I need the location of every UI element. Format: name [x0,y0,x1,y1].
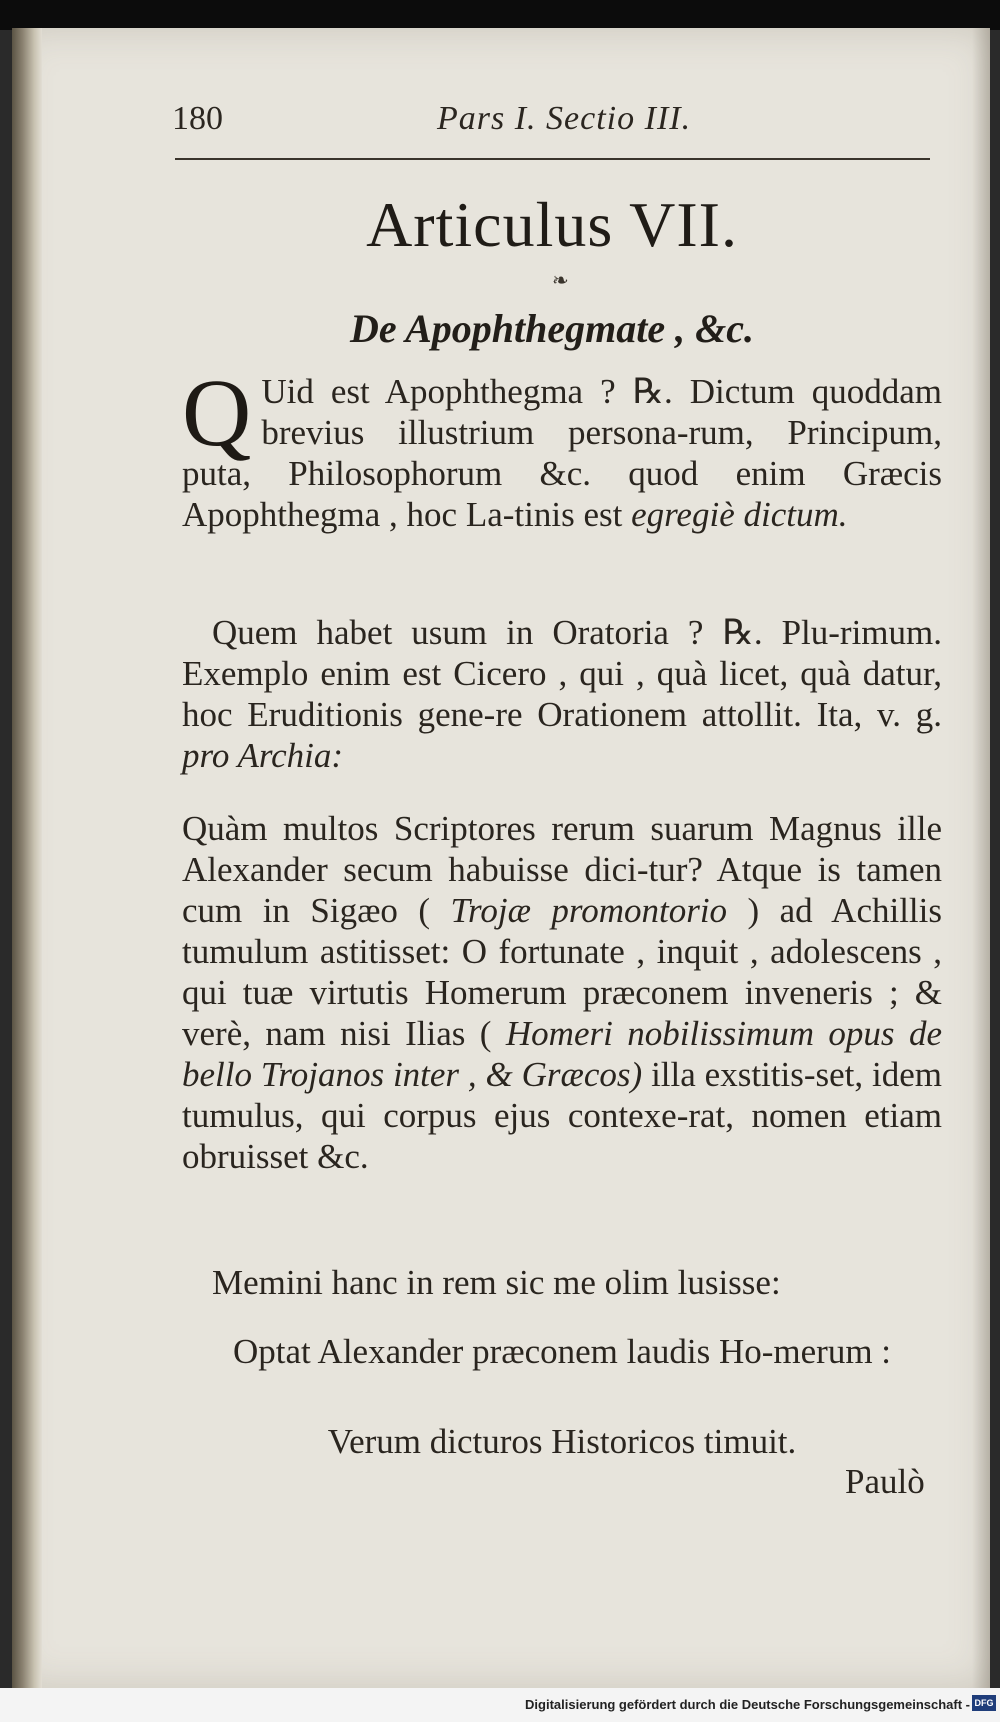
page-header [172,92,932,142]
quotation-italic-1: Trojæ promontorio [450,891,728,930]
paragraph-2-italic: pro Archia: [182,736,344,775]
quotation-text-b: ) ad Achillis tumulum astitisset: O fortunate , inquit , adolescens , qui tuæ virtutis Homerum præconem inveneris ; & verè, nam nisi Ilias ( [182,891,942,1053]
paragraph-3-quotation [182,808,942,1177]
paragraph-1-text: Uid est Apophthegma ? ℞. Dictum quoddam brevius illustrium persona-rum, Principum, puta, Philosophorum &c. quod enim Græcis Apophthegma , hoc La-tinis est [182,372,942,534]
verse-line-1: Optat Alexander præconem laudis Ho-merum : [232,1332,892,1371]
paragraph-4-text: Memini hanc in rem sic me olim lusisse: [212,1263,781,1302]
running-head: Pars I. Sectio III. [437,100,692,137]
scan-top-edge [0,0,1000,30]
paragraph-4 [182,1262,942,1303]
page-edge-shadow [972,28,990,1688]
quotation-italic-2: Homeri nobilissimum opus de bello Trojanos inter , & Græcos) [182,1014,942,1094]
page-number: 180 [172,100,223,137]
article-title: Articulus VII. [366,189,738,260]
verse-line-2: Verum dicturos Historicos timuit. [327,1422,797,1461]
paragraph-1 [182,359,942,535]
paragraph-2 [182,612,942,776]
quotation-text-a: Quàm multos Scriptores rerum suarum Magnus ille Alexander secum habuisse dici-tur? Atque is tamen cum in Sigæo ( [182,809,942,930]
drop-cap: Q [182,359,252,466]
digitization-credit: Digitalisierung gefördert durch die Deutsche Forschungsgemeinschaft - [525,1697,970,1712]
dfg-logo: DFG [972,1695,996,1711]
page-gutter [12,28,42,1688]
catchword: Paulò [845,1462,925,1501]
header-rule [175,158,930,160]
quotation-text-c: illa exstitis-set, idem tumulus, qui corpus ejus contexe-rat, nomen etiam obruisset &c. [182,1055,942,1176]
fleuron-ornament: ❧ [552,270,569,292]
paragraph-1-italic: egregiè dictum. [631,495,848,534]
paragraph-2-text: Quem habet usum in Oratoria ? ℞. Plu-rimum. Exemplo enim est Cicero , qui , quà licet, quà datur, hoc Eruditionis gene-re Orationem attollit. Ita, v. g. [182,613,942,734]
article-subtitle: De Apophthegmate , &c. [349,306,755,351]
